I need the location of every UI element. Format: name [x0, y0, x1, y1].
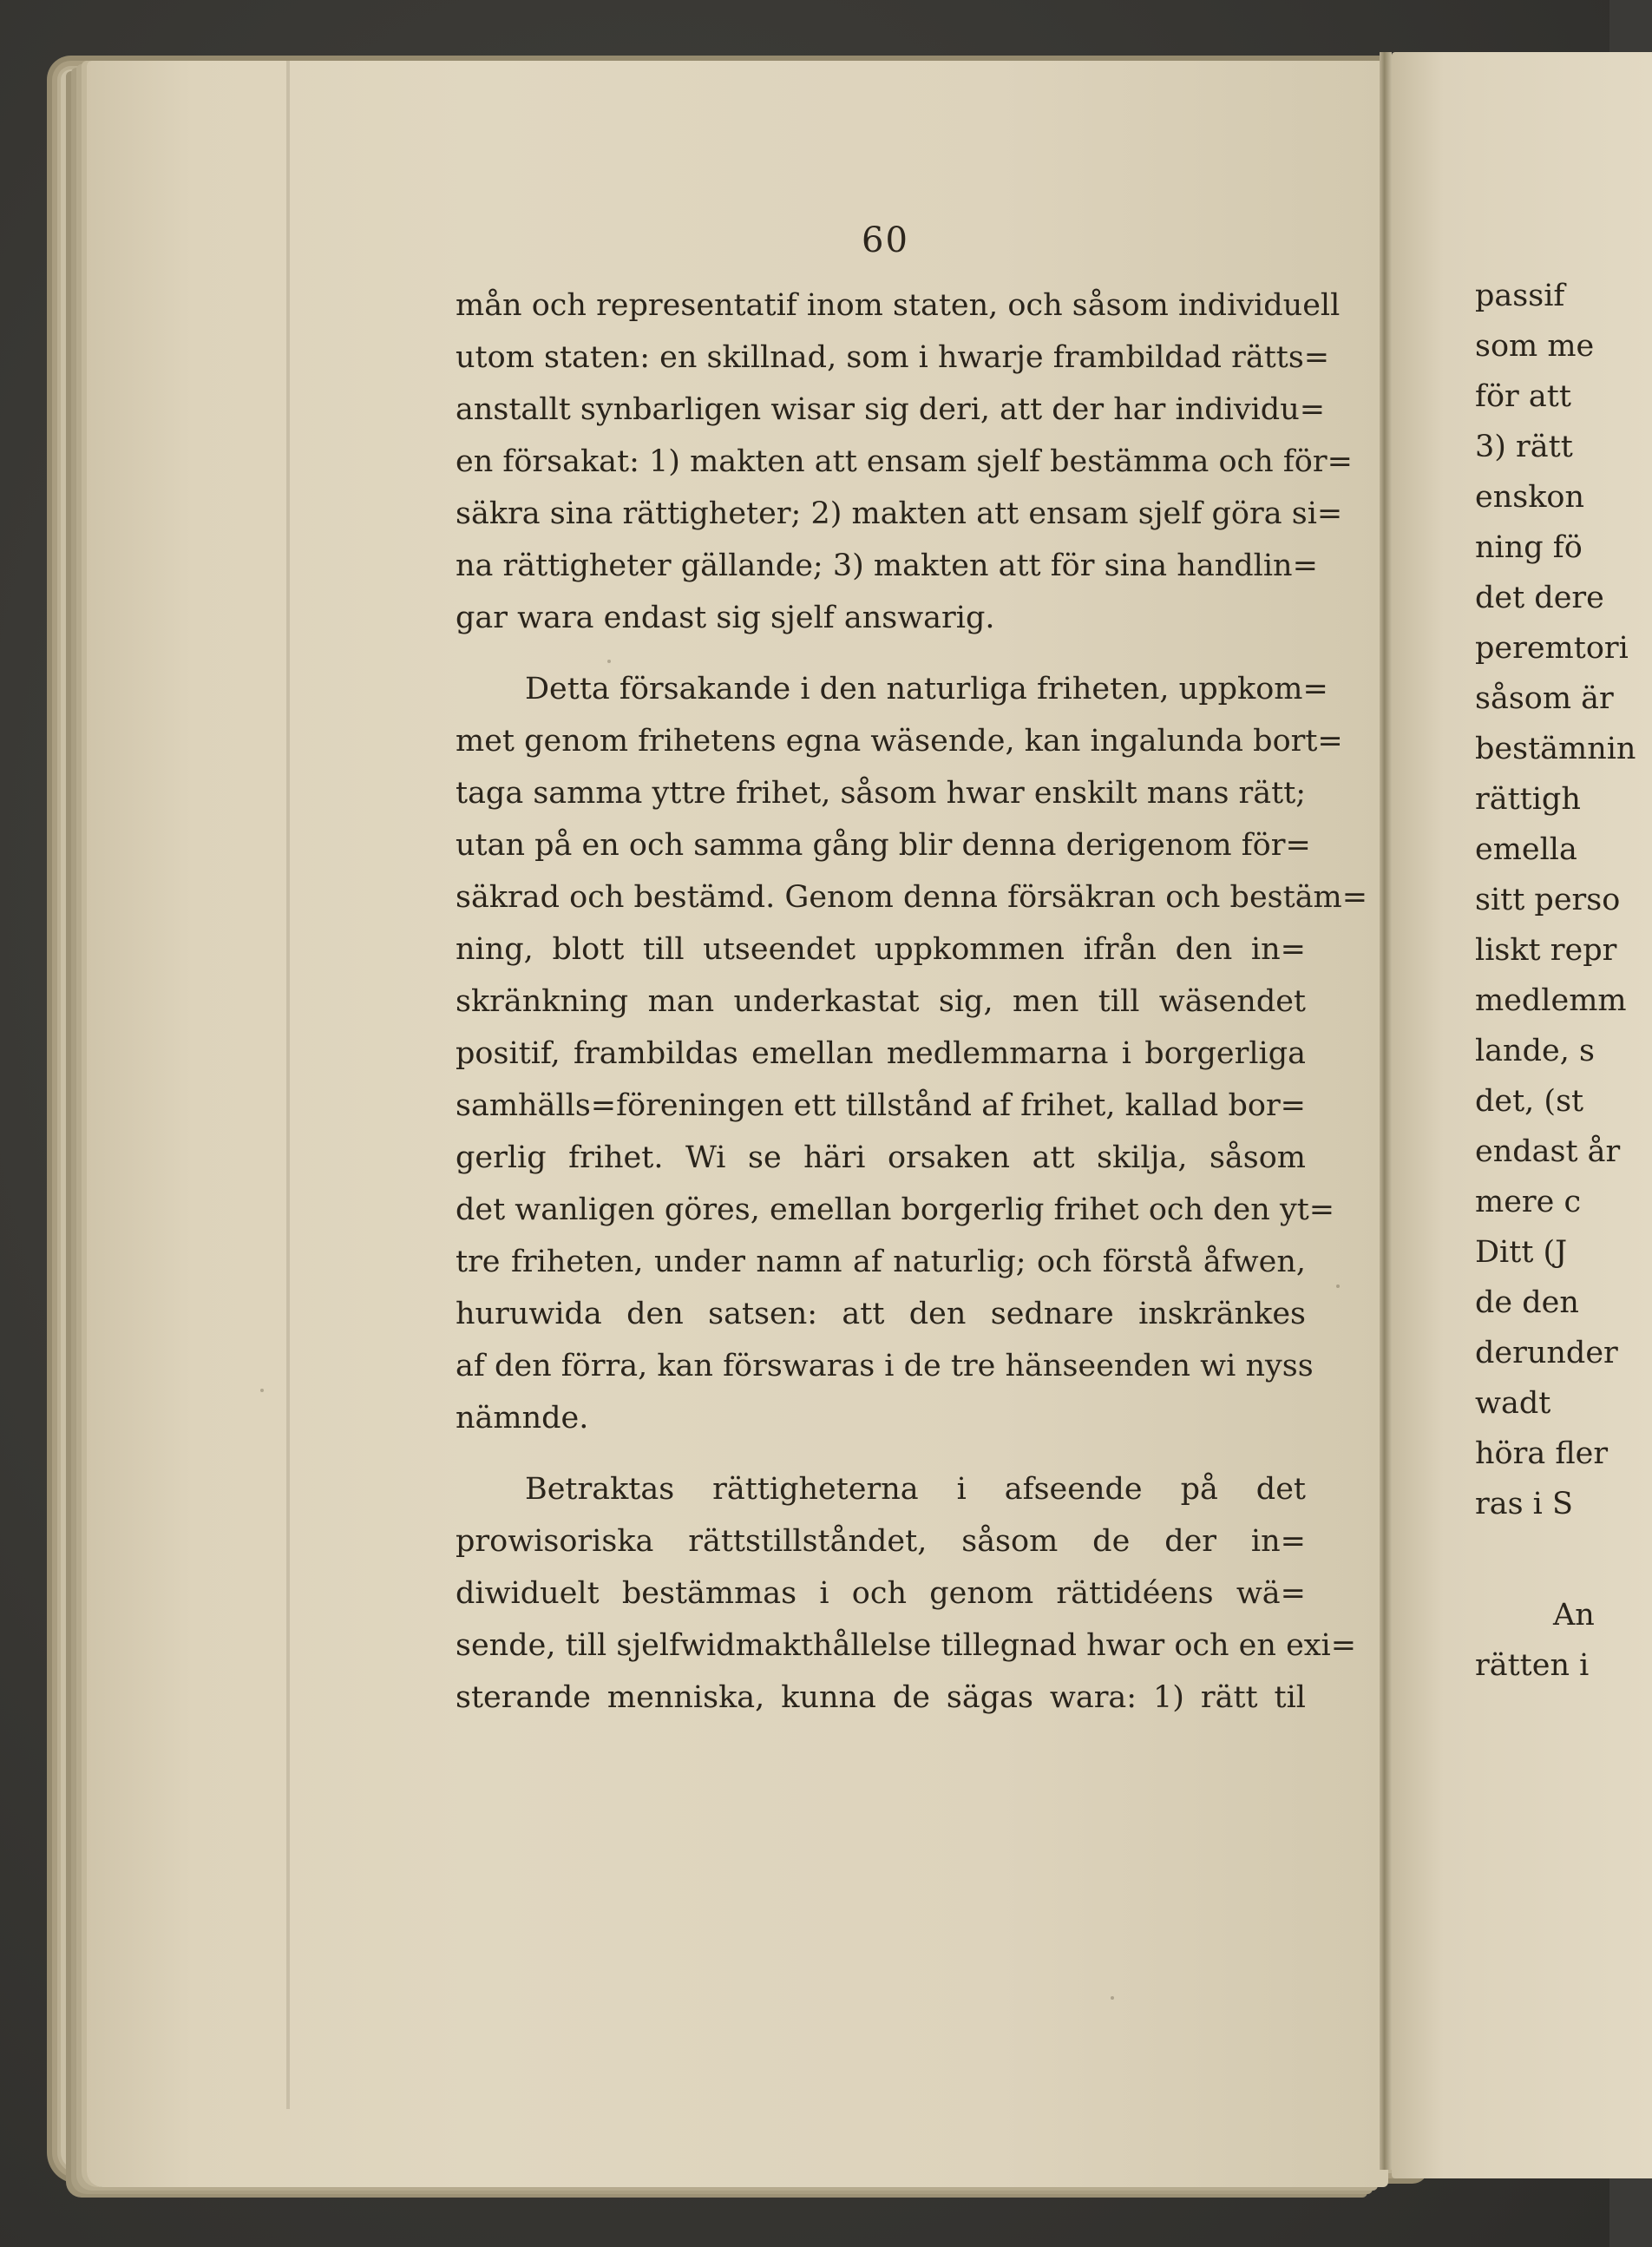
text-line: gerlig frihet. Wi se häri orsaken att skilja, såsom — [456, 1140, 1306, 1175]
text-line: mere c — [1475, 1185, 1582, 1219]
text-line: af den förra, kan förswaras i de tre hänseenden wi nyss — [456, 1349, 1314, 1383]
text-line: medlemm — [1475, 983, 1627, 1018]
text-line: en försakat: 1) makten att ensam sjelf bestämma och för= — [456, 444, 1353, 479]
text-line: 3) rätt — [1475, 430, 1573, 464]
text-line: An — [1553, 1598, 1595, 1633]
paper-speck — [1111, 1996, 1114, 2000]
text-line: diwiduelt bestämmas i och genom rättidéens wä= — [456, 1576, 1306, 1611]
text-line: Ditt (J — [1475, 1235, 1568, 1270]
book-gutter — [1380, 52, 1392, 2170]
text-line: sterande menniska, kunna de sägas wara: 1) rätt til — [456, 1680, 1306, 1715]
left-page-body — [456, 279, 1368, 1724]
text-line: för att — [1475, 379, 1571, 414]
text-line: det wanligen göres, emellan borgerlig frihet och den yt= — [456, 1192, 1335, 1227]
text-line: anstallt synbarligen wisar sig deri, att der har individu= — [456, 392, 1326, 427]
text-line: bestämnin — [1475, 732, 1636, 766]
page-number: 60 — [862, 220, 909, 260]
text-line: huruwida den satsen: att den sednare inskränkes — [456, 1297, 1306, 1331]
text-line: nämnde. — [456, 1401, 589, 1436]
right-page-body — [1475, 271, 1636, 1691]
text-line: rätten i — [1475, 1648, 1590, 1683]
text-line: mån och representatif inom staten, och såsom individuell — [456, 288, 1341, 323]
text-line: Detta försakande i den naturliga friheten, uppkom= — [525, 672, 1328, 706]
text-line: det dere — [1475, 581, 1604, 615]
text-line: ras i S — [1475, 1487, 1573, 1521]
text-line: det, (st — [1475, 1084, 1584, 1119]
text-line: ning, blott till utseendet uppkommen ifrån den in= — [456, 932, 1306, 967]
text-line: rättigh — [1475, 782, 1581, 817]
paper-speck — [607, 660, 611, 663]
text-line: de den — [1475, 1285, 1579, 1320]
text-line: såsom är — [1475, 681, 1614, 716]
text-line: Betraktas rättigheterna i afseende på det — [525, 1472, 1306, 1507]
paper-speck — [260, 1389, 264, 1392]
text-line: passif — [1475, 279, 1565, 313]
text-line: som me — [1475, 329, 1595, 364]
text-line: säkra sina rättigheter; 2) makten att ensam sjelf göra si= — [456, 496, 1343, 531]
text-line: ning fö — [1475, 530, 1583, 565]
text-line: gar wara endast sig sjelf answarig. — [456, 601, 995, 635]
text-line: lande, s — [1475, 1034, 1595, 1068]
text-line: positif, frambildas emellan medlemmarna i borgerliga — [456, 1036, 1306, 1071]
text-line: samhälls=föreningen ett tillstånd af frihet, kallad bor= — [456, 1088, 1306, 1123]
text-line: utan på en och samma gång blir denna derigenom för= — [456, 828, 1311, 863]
text-line: säkrad och bestämd. Genom denna försäkran och bestäm= — [456, 880, 1368, 915]
paragraph-1 — [456, 279, 1353, 644]
text-line: tre friheten, under namn af naturlig; och förstå åfwen, — [456, 1245, 1306, 1279]
text-line: emella — [1475, 832, 1577, 867]
text-line: sende, till sjelfwidmakthållelse tillegnad hwar och en exi= — [456, 1628, 1357, 1663]
text-line: peremtori — [1475, 631, 1629, 666]
paper-speck — [1336, 1284, 1340, 1288]
text-line: sitt perso — [1475, 883, 1621, 917]
text-line: wadt — [1475, 1386, 1551, 1421]
text-line: derunder — [1475, 1336, 1618, 1370]
text-line: liskt repr — [1475, 933, 1617, 968]
text-line: taga samma yttre frihet, såsom hwar enskilt mans rätt; — [456, 776, 1307, 811]
text-line: prowisoriska rättstillståndet, såsom de der in= — [456, 1524, 1306, 1559]
text-line: met genom frihetens egna wäsende, kan ingalunda bort= — [456, 724, 1343, 759]
paragraph-2 — [456, 663, 1368, 1444]
text-line: enskon — [1475, 480, 1585, 515]
paragraph-3 — [456, 1463, 1357, 1724]
text-line: na rättigheter gällande; 3) makten att för sina handlin= — [456, 549, 1318, 583]
text-line: utom staten: en skillnad, som i hwarje frambildad rätts= — [456, 340, 1330, 375]
text-line: endast år — [1475, 1134, 1621, 1169]
text-line: skränkning man underkastat sig, men till wäsendet — [456, 984, 1306, 1019]
text-line: höra fler — [1475, 1436, 1609, 1471]
